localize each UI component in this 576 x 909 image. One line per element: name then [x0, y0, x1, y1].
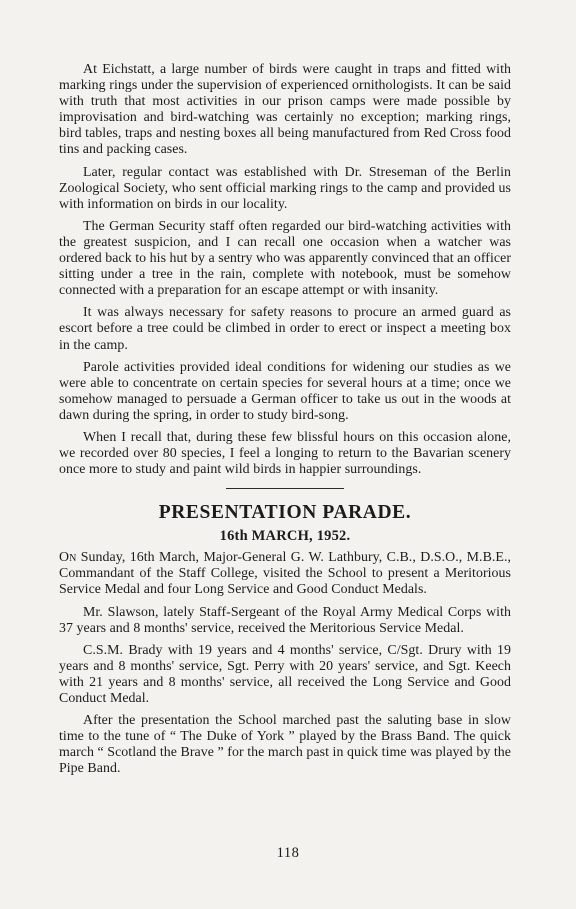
paragraph-sunday-visit	[59, 550, 511, 598]
section-title: PRESENTATION PARADE.	[158, 502, 412, 524]
paragraph-long-service: C.S.M. Brady with 19 years and 4 months' service, C/Sgt. Drury with 19 years and 8 months' service, Sgt. Perry with 20 years' service, and Sgt. Keech with 21 years and 8 months' service, all received the Long Service and Good Conduct Medal.	[59, 642, 511, 706]
paragraph-lead-word: On	[59, 550, 77, 566]
paragraph-streseman: Later, regular contact was established with Dr. Streseman of the Berlin Zoological Society, who sent official marking rings to the camp and provided us with information on birds in our locality.	[59, 164, 511, 212]
paragraph-recall-species: When I recall that, during these few blissful hours on this occasion alone, we recorded over 80 species, I feel a longing to return to the Bavarian scenery once more to study and paint wild birds in happier surroundings.	[59, 429, 511, 478]
paragraph-parole-activities: Parole activities provided ideal conditions for widening our studies as we were able to concentrate on certain species for several hours at a time; once we somehow managed to persuade a German officer to take us out in the woods at dawn during the spring, in order to study bird-song.	[59, 359, 511, 423]
paragraph-eichstatt: At Eichstatt, a large number of birds were caught in traps and fitted with marking rings under the supervision of experienced ornithologists. It can be said with truth that most activities in our prison camps were made possible by improvisation and bird-watching was certainly no exception; marking rings, bird tables, traps and nesting boxes all being manufactured from Red Cross food tins and packing cases.	[59, 62, 511, 158]
section-date: 16th MARCH, 1952.	[219, 528, 351, 545]
paragraph-slawson: Mr. Slawson, lately Staff-Sergeant of the Royal Army Medical Corps with 37 years and 8 months' service, received the Meritorious Service Medal.	[59, 604, 511, 636]
page-body	[59, 62, 511, 783]
paragraph-sunday-visit-text: Sunday, 16th March, Major-General G. W. Lathbury, C.B., D.S.O., M.B.E., Commandant of the Staff College, visited the School to present a Meritorious Service Medal and four Long Service and Good Conduct Medals.	[59, 550, 511, 598]
paragraph-march-past: After the presentation the School marched past the saluting base in slow time to the tune of “ The Duke of York ” played by the Brass Band. The quick march “ Scotland the Brave ” for the march past in quick time was played by the Pipe Band.	[59, 713, 511, 777]
page-number: 118	[276, 845, 300, 861]
paragraph-armed-guard: It was always necessary for safety reasons to procure an armed guard as escort before a tree could be climbed in order to erect or inspect a meeting box in the camp.	[59, 305, 511, 353]
section-divider	[226, 488, 344, 489]
paragraph-security-staff: The German Security staff often regarded our bird-watching activities with the greatest suspicion, and I can recall one occasion when a watcher was ordered back to his hut by a sentry who was apparently convinced that an officer sitting under a tree in the rain, complete with notebook, must be somehow connected with a preparation for an escape attempt or with insanity.	[59, 218, 511, 299]
